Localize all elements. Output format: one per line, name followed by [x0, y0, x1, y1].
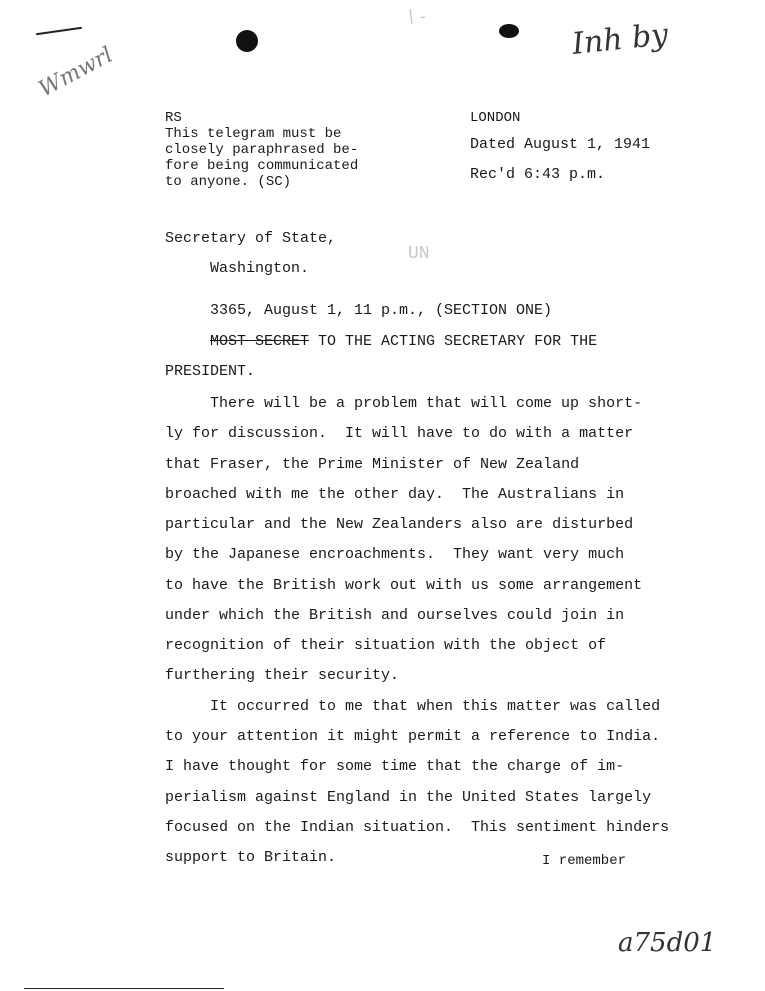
recipient-line: [210, 333, 597, 350]
body-line: by the Japanese encroachments. They want very much: [165, 546, 625, 563]
received-line: Rec'd 6:43 p.m.: [470, 166, 606, 183]
continuation-catchword: I remember: [542, 853, 627, 869]
recipient-text: TO THE ACTING SECRETARY FOR THE: [309, 333, 598, 350]
handwritten-mark-top-center: \ -: [408, 6, 426, 27]
body-line: furthering their security.: [165, 667, 400, 684]
body-line: ly for discussion. It will have to do with a matter: [165, 425, 634, 442]
body-line: broached with me the other day. The Australians in: [165, 486, 625, 503]
handwritten-initials-top-right: Inh by: [570, 17, 670, 62]
body-line: particular and the New Zealanders also are disturbed: [165, 516, 634, 533]
body-line: recognition of their situation with the object of: [165, 637, 607, 654]
body-line: to your attention it might permit a reference to India.: [165, 728, 661, 745]
addressee-title: Secretary of State,: [165, 230, 337, 247]
faint-stamp: UN: [408, 244, 430, 264]
body-line: support to Britain.: [165, 849, 337, 866]
handwritten-margin-note: Wmwrl: [34, 42, 118, 103]
body-line: that Fraser, the Prime Minister of New Zealand: [165, 456, 580, 473]
message-reference: 3365, August 1, 11 p.m., (SECTION ONE): [210, 302, 553, 319]
pen-stroke-bottom-left: [24, 988, 224, 989]
punch-hole-left: [236, 30, 258, 52]
dated-line: Dated August 1, 1941: [470, 136, 651, 153]
routing-code: RS: [165, 110, 182, 126]
body-line: under which the British and ourselves could join in: [165, 607, 625, 624]
origin-city: LONDON: [470, 110, 521, 126]
recipient-line-2: PRESIDENT.: [165, 363, 256, 380]
body-line: perialism against England in the United States largely: [165, 789, 652, 806]
pen-stroke-top-left: [36, 27, 82, 35]
paraphrase-line-2: closely paraphrased be-: [165, 142, 359, 158]
body-line: focused on the Indian situation. This sentiment hinders: [165, 819, 670, 836]
paraphrase-line-4: to anyone. (SC): [165, 174, 292, 190]
body-line: There will be a problem that will come up short-: [210, 395, 643, 412]
addressee-city: Washington.: [210, 260, 310, 277]
handwritten-file-number: a75d01: [618, 928, 717, 958]
paraphrase-line-3: fore being communicated: [165, 158, 359, 174]
body-line: It occurred to me that when this matter was called: [210, 698, 661, 715]
body-line: I have thought for some time that the charge of im-: [165, 758, 625, 775]
paraphrase-line-1: This telegram must be: [165, 126, 342, 142]
struck-classification: MOST SECRET: [210, 333, 310, 350]
body-line: to have the British work out with us some arrangement: [165, 577, 643, 594]
punch-hole-right: [499, 24, 519, 38]
